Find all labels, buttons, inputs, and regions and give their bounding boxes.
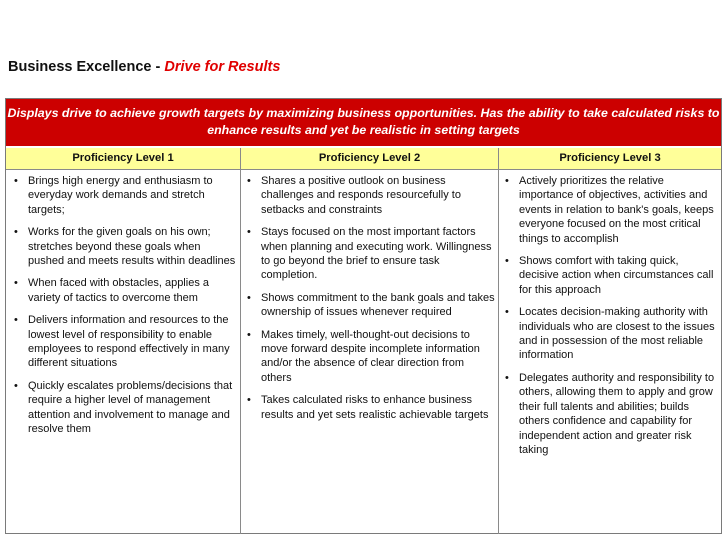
- column-level-1: [10, 174, 236, 445]
- list-item: • Actively prioritizes the relative importance of objectives, activities and events in relation to bank's goals, keeps everyone focused on the most critical things to accomplish: [501, 174, 715, 246]
- list-item: • Brings high energy and enthusiasm to everyday work demands and stretch targets;: [10, 174, 236, 217]
- level-2-list: [243, 174, 495, 422]
- column-level-2: [243, 174, 495, 430]
- column-divider-2: [498, 148, 499, 534]
- title-subtitle: Drive for Results: [164, 59, 281, 75]
- list-item: • Stays focused on the most important factors when planning and executing work. Willingness to go beyond the brief to ensure task completion.: [243, 225, 495, 283]
- list-item: • Quickly escalates problems/decisions that require a higher level of management attention and involvement to manage and resolve them: [10, 379, 236, 437]
- header-level-3: Proficiency Level 3: [499, 148, 721, 169]
- list-item: • Shows comfort with taking quick, decisive action when circumstances call for this approach: [501, 254, 715, 297]
- list-item: • Shows commitment to the bank goals and takes ownership of issues whenever required: [243, 291, 495, 320]
- header-divider: [6, 169, 721, 170]
- list-item: • Delivers information and resources to the lowest level of responsibility to enable employees to respond effectively in many different situations: [10, 313, 236, 371]
- column-level-3: [501, 174, 715, 465]
- level-3-list: [501, 174, 715, 457]
- level-1-list: [10, 174, 236, 437]
- list-item: • Locates decision-making authority with individuals who are closest to the issues and in possession of the most reliable information: [501, 305, 715, 363]
- list-item: • Delegates authority and responsibility to others, allowing them to apply and grow their full talents and abilities; builds others confidence and capability for independent action and greater risk taking: [501, 371, 715, 457]
- competency-description-banner: Displays drive to achieve growth targets by maximizing business opportunities. Has the ability to take calculated risks to enhance results and yet be realistic in setting targets: [6, 99, 721, 146]
- list-item: • Makes timely, well-thought-out decisions to move forward despite incomplete information and/or the absence of clear direction from others: [243, 328, 495, 386]
- column-divider-1: [240, 148, 241, 534]
- page-title: [8, 59, 280, 75]
- list-item: • When faced with obstacles, applies a variety of tactics to overcome them: [10, 276, 236, 305]
- list-item: • Takes calculated risks to enhance business results and yet sets realistic achievable targets: [243, 393, 495, 422]
- header-level-2: Proficiency Level 2: [241, 148, 498, 169]
- header-level-1: Proficiency Level 1: [6, 148, 240, 169]
- list-item: • Shares a positive outlook on business challenges and responds resourcefully to setbacks and constraints: [243, 174, 495, 217]
- title-main: Business Excellence -: [8, 59, 165, 75]
- list-item: • Works for the given goals on his own; stretches beyond these goals when pushed and meets results within deadlines: [10, 225, 236, 268]
